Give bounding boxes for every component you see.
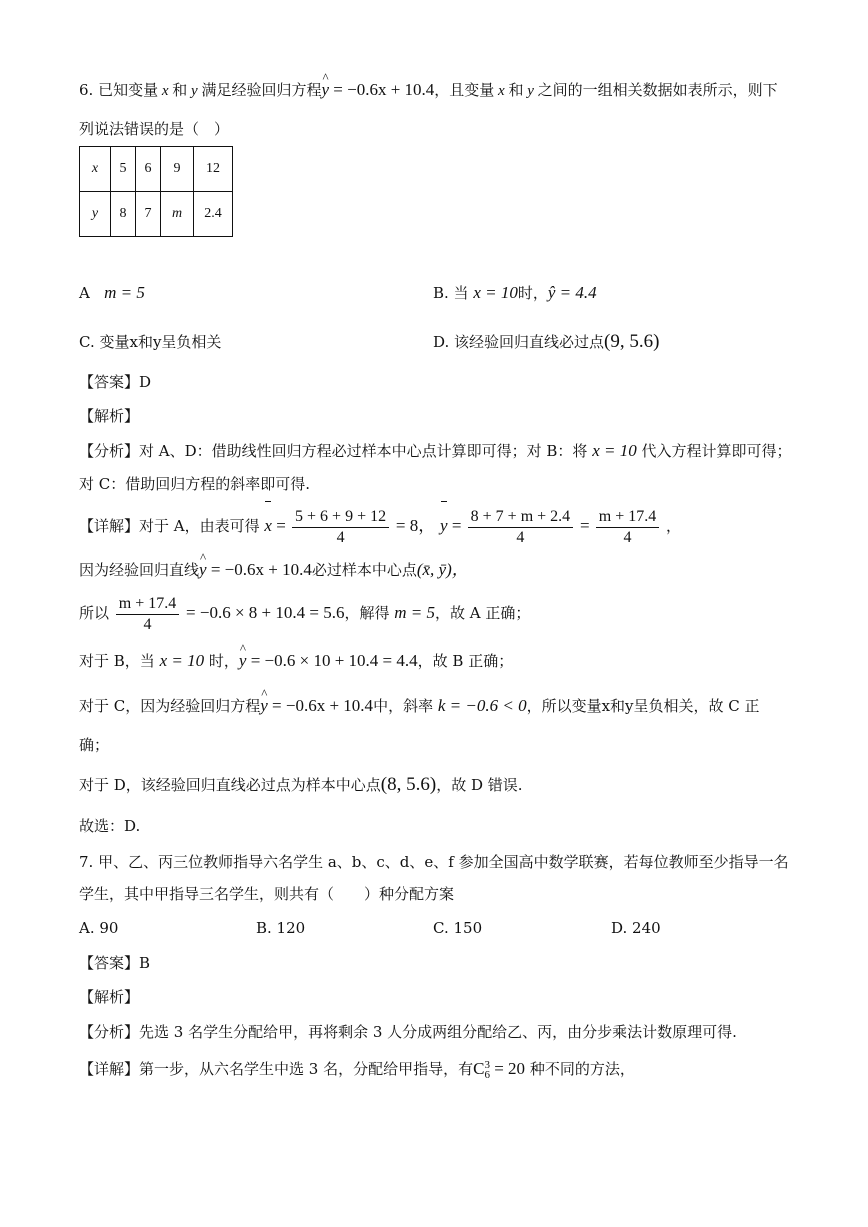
table-row (80, 147, 233, 192)
q6-detail-line6: 确； (79, 736, 110, 754)
detail-point: (8, 5.6) (380, 774, 437, 795)
option-label: B. 当 (433, 284, 469, 302)
q6-detail-line4: 对于 B，当 x = 10 时，^ y = −0.6 × 10 + 10.4 = 4.4，故 B 正确； (79, 650, 513, 672)
fenxi-eq: x = 10 (592, 441, 637, 460)
q6-fenxi-line1 (79, 440, 792, 462)
table-cell: 2.4 (194, 192, 233, 237)
detail-text3: ，所以变量x和y呈负相关，故 C 正 (526, 697, 760, 715)
q6-option-a (79, 282, 145, 304)
table-cell: 8 (111, 192, 136, 237)
q7-stem-line1: 7. 甲、乙、丙三位教师指导六名学生 a、b、c、d、e、f 参加全国高中数学联赛，若每位教师至少指导一名 (79, 853, 789, 871)
table-cell: 7 (136, 192, 161, 237)
detail-fraction (116, 594, 179, 635)
option-text: 时， (517, 284, 548, 302)
q6-analysis-title: 【解析】 (79, 407, 140, 425)
q7-option-d: D. 240 (611, 919, 661, 937)
detail-text2: 必过样本中心点 (311, 561, 417, 579)
detail-text3: ，故 B 正确； (417, 652, 514, 670)
option-label: D. 该经验回归直线必过点 (433, 333, 605, 351)
detail-text: 因为经验回归直线 (79, 561, 200, 579)
q6-choice: 故选：D. (79, 817, 141, 835)
sample-center-point: (x̄, ȳ)， (416, 560, 469, 579)
q7-option-a: A. 90 (79, 919, 119, 937)
q7-answer: 【答案】B (79, 954, 151, 972)
detail-text: 【详解】第一步，从六名学生中选 3 名，分配给甲指导，有 (79, 1060, 474, 1078)
detail-text2: 时， (208, 652, 239, 670)
detail-eq: x = 10 (159, 651, 205, 670)
combination-symbol: C (473, 1059, 485, 1078)
q7-option-b: B. 120 (256, 919, 306, 937)
table-row (80, 192, 233, 237)
q6-option-d (433, 331, 659, 353)
q6-data-table (79, 146, 233, 237)
table-cell: x (80, 147, 111, 192)
q6-detail-line1: 【详解】对于 A，由表可得 x = $\frac{5 + 6 + 9 + 12}{4}$ = 8， y = $\frac{8 + 7 + m + 2.4}{4}$ = $\frac{m + 17.4}{4}$ ， (79, 503, 681, 550)
detail-text: 所以 (79, 604, 110, 622)
table-cell: y (80, 192, 111, 237)
q7-option-c: C. 150 (433, 919, 483, 937)
q6-fenxi-line2: 对 C：借助回归方程的斜率即可得. (79, 475, 311, 493)
option-value: x = 10 (473, 283, 518, 302)
detail-text: 对于 D，该经验回归直线必过点为样本中心点 (79, 776, 381, 794)
table-cell: m (161, 192, 194, 237)
table-cell: 9 (161, 147, 194, 192)
q7-analysis-title: 【解析】 (79, 988, 140, 1006)
fraction-numerator: 8 + 7 + m + 2.4 (468, 507, 574, 528)
fraction-denominator: 4 (516, 528, 525, 546)
xbar-symbol: x (264, 503, 272, 549)
q6-detail-line2: 因为经验回归直线^ y = −0.6x + 10.4必过样本中心点(x̄, ȳ)， (79, 559, 469, 581)
combination-sup: 3 (484, 1059, 490, 1071)
detail-text: 对于 B，当 (79, 652, 155, 670)
ybar-fraction2 (596, 507, 659, 548)
fraction-numerator: 5 + 6 + 9 + 12 (292, 507, 389, 528)
detail-eq: = −0.6 × 8 + 10.4 = 5.6 (186, 603, 345, 622)
detail-eq2: m = 5 (394, 603, 436, 622)
xbar-result: = 8， (395, 516, 436, 535)
q6-regression-eq: = −0.6x + 10.4 (329, 80, 435, 99)
q6-answer: 【答案】D (79, 373, 152, 391)
detail-text: 【详解】对于 A，由表可得 (79, 517, 260, 535)
q6-stem-and: 和 (172, 81, 188, 99)
table-cell: 5 (111, 147, 136, 192)
detail-text3: ，故 A 正确； (435, 604, 531, 622)
fraction-denominator: 4 (623, 528, 632, 546)
q7-fenxi: 【分析】先选 3 名学生分配给甲，再将剩余 3 人分成两组分配给乙、丙，由分步乘法计数原理可得. (79, 1023, 737, 1041)
fraction-denominator: 4 (336, 528, 345, 546)
detail-eq2: = −0.6 × 10 + 10.4 = 4.4 (246, 651, 418, 670)
option-value2: ŷ = 4.4 (547, 283, 597, 302)
table-cell: 6 (136, 147, 161, 192)
fenxi-text: 【分析】对 A、D：借助线性回归方程必过样本中心点计算即可得；对 B：将 (79, 442, 588, 460)
table-cell: 12 (194, 147, 233, 192)
q6-stem-and2: 和 (508, 81, 524, 99)
fraction-numerator: m + 17.4 (116, 594, 179, 615)
ybar-fraction (468, 507, 574, 548)
q6-detail-line5: 对于 C，因为经验回归方程^ y = −0.6x + 10.4中，斜率 k = −0.6 < 0，所以变量x和y呈负相关，故 C 正 (79, 695, 760, 717)
q6-stem-text2: 满足经验回归方程 (201, 81, 322, 99)
detail-text2: 中，斜率 (373, 697, 434, 715)
q6-stem-text4: 之间的一组相关数据如表所示，则下 (537, 81, 778, 99)
combination-sub: 6 (484, 1069, 490, 1081)
detail-eq: = −0.6x + 10.4 (206, 560, 312, 579)
q6-option-c: C. 变量x和y呈负相关 (79, 333, 222, 351)
fenxi-text2: 代入方程计算即可得； (641, 442, 792, 460)
q6-stem-text3: ，且变量 (434, 81, 495, 99)
detail-text: 对于 C，因为经验回归方程 (79, 697, 261, 715)
detail-eq: = 20 (489, 1059, 526, 1078)
detail-eq: = −0.6x + 10.4 (267, 696, 374, 715)
q7-detail-line1 (79, 1058, 635, 1080)
q6-detail-line3 (79, 590, 530, 636)
option-value: m = 5 (104, 283, 145, 302)
option-value: (9, 5.6) (604, 331, 660, 352)
q7-stem-line2: 学生，其中甲指导三名学生，则共有（ ）种分配方案 (79, 885, 455, 903)
detail-eq2: k = −0.6 < 0 (437, 696, 527, 715)
q6-stem-line2: 列说法错误的是（ ） (79, 120, 230, 138)
q6-stem-line1: 6. 已知变量 x 和 y 满足经验回归方程^ y = −0.6x + 10.4，且变量 x 和 y 之间的一组相关数据如表所示，则下 (79, 79, 778, 102)
detail-text2: 种不同的方法， (529, 1060, 635, 1078)
q6-detail-line7 (79, 774, 523, 796)
detail-text2: ，故 D 错误. (436, 776, 523, 794)
fraction-numerator: m + 17.4 (596, 507, 659, 528)
q6-option-b (433, 282, 597, 304)
option-label: A (79, 284, 90, 302)
xbar-fraction (292, 507, 389, 548)
q6-stem-text: 6. 已知变量 (79, 81, 159, 99)
fraction-denominator: 4 (143, 615, 152, 633)
detail-text2: ，解得 (344, 604, 390, 622)
